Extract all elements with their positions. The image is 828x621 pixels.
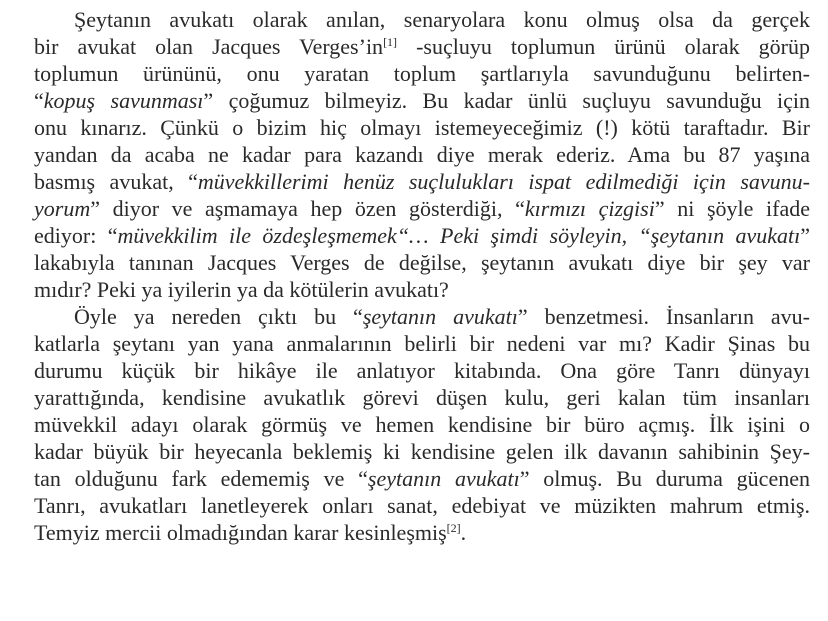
italic-text: müvekkillerimi henüz suçlulukları ispat edilmediği için savunu-	[197, 169, 810, 194]
italic-text: kırmızı çizgisi	[524, 196, 655, 221]
text-segment: tan olduğunu fark edememiş ve “	[34, 466, 368, 491]
footnote-reference: [2]	[446, 521, 461, 535]
text-segment: lakabıyla tanınan Jacques Verges de değilse, şeytanın avukatı diye bir şey var	[34, 250, 810, 275]
paragraph-2-line-2	[34, 330, 810, 357]
text-segment: Şeytanın avukatı olarak anılan, senaryolara konu olmuş olsa da gerçek	[74, 7, 810, 32]
paragraph-2-line-7	[34, 465, 810, 492]
paragraph-2-line-5	[34, 411, 810, 438]
text-segment: ” ni şöyle ifade	[654, 196, 810, 221]
text-segment: ediyor: “	[34, 223, 118, 248]
text-segment: ” olmuş. Bu duruma gücenen	[519, 466, 810, 491]
paragraph-1-line-2	[34, 33, 810, 60]
paragraph-1-line-9	[34, 222, 810, 249]
text-segment: Öyle ya nereden çıktı bu “	[74, 304, 363, 329]
text-segment: “	[34, 88, 44, 113]
text-segment: ”	[800, 223, 810, 248]
text-segment: ” diyor ve aşmamaya hep özen gösterdiği, “	[90, 196, 525, 221]
paragraph-1-line-10	[34, 249, 810, 276]
italic-text: müvekkilim ile özdeşleşmemek“… Peki şimdi söyleyin, “şeytanın avukatı	[117, 223, 801, 248]
text-segment: yarattığında, kendisine avukatlık görevi düşen kulu, geri kalan tüm insanları	[34, 385, 810, 410]
paragraph-2-line-3	[34, 357, 810, 384]
text-segment: .	[460, 520, 467, 545]
paragraph-1-line-1	[74, 6, 810, 33]
text-segment: katlarla şeytanı yan yana anmalarının belirli bir nedeni var mı? Kadir Şinas bu	[34, 331, 810, 356]
text-segment: müvekkil adayı olarak görmüş ve hemen kendisine bir büro açmış. İlk işini o	[34, 412, 810, 437]
paragraph-2-line-1	[74, 303, 810, 330]
text-segment: bir avukat olan Jacques Verges’in	[34, 34, 384, 59]
text-segment: onu kınarız. Çünkü o bizim hiç olmayı istemeyeceğimiz (!) kötü taraftadır. Bir	[34, 115, 810, 140]
text-segment: -suçluyu toplumun ürünü olarak görüp	[397, 34, 810, 59]
text-segment: yandan da acaba ne kadar para kazandı diye merak ederiz. Ama bu 87 yaşına	[34, 142, 810, 167]
text-segment: toplumun ürününü, onu yaratan toplum şartlarıyla savunduğunu belirten-	[34, 61, 810, 86]
italic-text: yorum	[34, 196, 91, 221]
paragraph-1-line-11	[34, 276, 810, 303]
text-segment: basmış avukat, “	[34, 169, 198, 194]
text-segment: ” benzetmesi. İnsanların avu-	[517, 304, 810, 329]
text-segment: Tanrı, avukatları lanetleyerek onları sanat, edebiyat ve müzikten mahrum etmiş.	[34, 493, 810, 518]
text-segment: durumu küçük bir hikâye ile anlatıyor kitabında. Ona göre Tanrı dünyayı	[34, 358, 810, 383]
paragraph-1-line-6	[34, 141, 810, 168]
text-segment: mıdır? Peki ya iyilerin ya da kötülerin avukatı?	[34, 277, 449, 302]
italic-text: şeytanın avukatı	[367, 466, 520, 491]
italic-text: şeytanın avukatı	[362, 304, 518, 329]
paragraph-1-line-8	[34, 195, 810, 222]
footnote-reference: [1]	[383, 35, 398, 49]
paragraph-1-line-3	[34, 60, 810, 87]
paragraph-1-line-4	[34, 87, 810, 114]
paragraph-1-line-5	[34, 114, 810, 141]
paragraph-2-line-4	[34, 384, 810, 411]
document-page	[34, 0, 810, 621]
paragraph-2-line-9	[34, 519, 810, 546]
text-segment: kadar büyük bir heyecanla beklemiş ki kendisine gelen ilk davanın sahibinin Şey-	[34, 439, 810, 464]
paragraph-2-line-6	[34, 438, 810, 465]
italic-text: kopuş savunması	[43, 88, 204, 113]
paragraph-2-line-8	[34, 492, 810, 519]
text-segment: ” çoğumuz bilmeyiz. Bu kadar ünlü suçluyu savunduğu için	[203, 88, 811, 113]
paragraph-1-line-7	[34, 168, 810, 195]
text-segment: Temyiz mercii olmadığından karar kesinleşmiş	[34, 520, 447, 545]
